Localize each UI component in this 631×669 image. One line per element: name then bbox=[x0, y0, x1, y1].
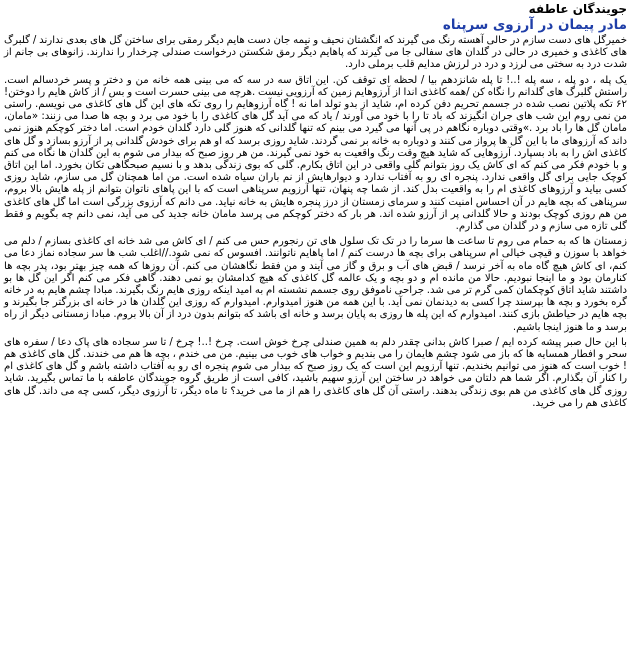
article-paragraph-1: خمیرگل های دست سازم در حالی آهسته رنگ می گیرند که انگشتان نحیف و نیمه جان دست هایم دیگر رمقی برای ساختن گل های بعدی ندارند / گلبرگ های کاغذی و خمیری در حالی در گلدان های سفالی جا می گیرند که پاهایم دیگر رمق شکستن درخواست صندلی چرخدار را ندارند. زانوهای بی جانم از شدت درد به سختی می لرزد و درد در لرزش مدایم قلب برملی دارد. bbox=[4, 35, 627, 71]
site-name: جویندگان عاطفه bbox=[528, 2, 627, 16]
article-title: مادر پیمان در آرزوی سرپناه bbox=[442, 17, 627, 33]
article-paragraph-2: یک پله ، دو پله ، سه پله !..! تا پله شانزدهم بیا / لحظه ای توقف کن. این اتاق سه در سه که می بینی همه خانه من و دختر و پسر خردسالم است. راستش گلبرگ های گلدانم را نگاه کن /همه کاغذی اندا از آرزوهایم زمین که آرزویی نیست .هرچه می بینی حسرت است و بس / از کاش هایم را دوختن! ۶۲ تکه پلاتین نصب شده در جسمم تحریم دفن کرده ام، شاید از بدو تولد اما نه ! گاه آرزوهایم را روی تکه های این گل های کاغذی می نویسم. راستی من نمی روم این شب های جران انگیزند که باد تا را با خود می آورند / یاد که می آید گل های کاغذی را با خود می برد و بچه ها صدا می زنند: «مامان، مامان گل ها را باد برد .»وقتی دوباره نگاهم در پی آنها می گیرد می بینم که تنها گلدانی که هنوز گلی دارد گلدان خودم است. اما دختر کوچکم هنوز نمی داند که آرزوهای ما با این گل ها پرواز می کنند و دوباره به خانه بر نمی گردند. شاید روزی برسد که او هم برای خودش گلدانی پر از آرزو بسازد و گل های کاغذی اش را به باد بسپارد. آرزوهایی که شاید هیچ وقت رنگ واقعیت به خود نمی گیرند. من هر روز صبح که بیدار می شوم به این گلدان ها نگاه می کنم و با خودم فکر می کنم که ای کاش یک روز بتوانم گلی واقعی در این اتاق بکارم. گلی که بوی زندگی بدهد و با نسیم صبحگاهی تکان بخورد. اما این اتاق کوچک جایی برای گل واقعی ندارد. پنجره ای رو به آفتاب ندارد و دیوارهایش از نم باران سیاه شده است. من اما همچنان گل می سازم، شاید روزی کسی بیاید و آرزوهای کاغذی ام را به واقعیت بدل کند. از شما چه پنهان، تنها آرزویم سرپناهی است که با این پاهای ناتوان بتوانم از پله هایش بالا بروم، سرپناهی که بچه هایم در آن احساس امنیت کنند و سرمای زمستان از درز پنجره هایش به خانه نیاید. می دانم که آرزوی بزرگی است اما گل های کاغذی من هم روزی کوچک بودند و حالا گلدانی پر از آرزو شده اند. هر بار که دختر کوچکم می پرسد مامان خانه جدید کی می آید، نمی دانم چه بگویم و فقط گلی تازه می سازم و در گلدان می گذارم. bbox=[4, 74, 627, 233]
article-closing-paragraph: با این حال صبر پیشه کرده ایم / صبرا کاش بدانی چقدر دلم به همین صندلی چرخ خوش است. چرخ !..! چرخ / تا سر سجاده های پاک دعا / سفره های سحر و افطار همسایه ها که باز می شود چشم هایمان را می بندیم و خواب های خوب می بینیم. من می خندم ، بچه ها هم می خندند. گل های کاغذی هم ! خوب است که هنوز می توانیم بخندیم. تنها آرزویم این است که یک روز صبح که بیدار می شوم پنجره ای رو به آفتاب داشته باشم و گل های کاغذی ام را کنار آن بگذارم. اگر شما هم دلتان می خواهد در ساختن این آرزو سهیم باشید، کافی است از طریق گروه جویندگان عاطفه با ما تماس بگیرید. شاید روزی گل های کاغذی من هم بوی زندگی بدهند. راستی آن گل های کاغذی را هم از ما می خرید؟ تا ماه دیگر، تا آرزوی دیگر، کسی چه می داند. گل های کاغذی هم را می خرید. bbox=[4, 336, 627, 409]
article-paragraph-3: زمستان ها که به حمام می روم تا ساعت ها سرما را در تک تک سلول های تن رنجورم حس می کنم / ای کاش می شد خانه ای کاغذی بسازم / دلم می خواهد با سوزن و قیچی خیالی ام سرپناهی برای بچه ها درست کنم / اما پاهایم ناتوانند. افسوس که نمی شود.//اغلب شب ها سر سجاده نماز دعا می کنم، ای کاش هیچ گاه ماه به آخر نرسد / قبض های آب و برق و گاز می آیند و من فقط نگاهشان می کنم. آن روزها که همه چیز بهتر بود، پدر بچه ها کنارمان بود و ما اینجا نبودیم. حالا من مانده ام و دو بچه و یک عالمه گل کاغذی که هیچ کدامشان بو نمی دهند. گاهی فکر می کنم اگر این گل ها بو داشتند شاید اتاق کوچکمان کمی گرم تر می شد. جراحی ناموفق روی جسمم نشسته ام به امید اینکه روزی هایم رنگ بگیرند. مبادا چشم هایم به در خانه گره بخورد و بچه ها بپرسند چرا کسی به دیدنمان نمی آید. با این همه من هنوز امیدوارم. امیدوارم که روزی این گلدان ها در خانه ای بزرگتر جا بگیرند و بچه هایم در حیاطش بازی کنند. امیدوارم که این پله ها روزی به پایان برسد و خانه ای باشد که بتوانم بدون درد از آن بالا بروم. مبادا زمستانی دیگر از راه برسد و ما هنوز اینجا باشیم. bbox=[4, 236, 627, 333]
